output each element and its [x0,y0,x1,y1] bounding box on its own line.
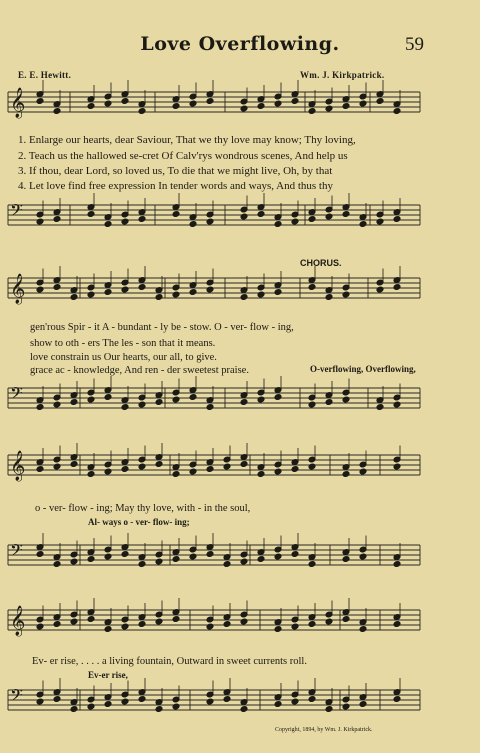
note-head [342,616,350,623]
note-head [87,703,95,710]
note-head [172,211,180,218]
note-head [342,103,350,110]
system2-verse-2: show to oth - ers The les - son that it means. [30,338,216,349]
note-head [342,703,350,710]
bass-clef-icon: 𝄢 [10,685,23,709]
note-head [189,221,197,228]
note-head [155,706,163,713]
note-head [121,286,129,293]
note-head [342,211,350,218]
verse-line-4: 4. Let love find free expression In tender words and ways, And thus thy [18,180,333,192]
note-head [206,404,214,411]
page-number: 59 [405,34,424,55]
note-head [393,284,401,291]
note-head [53,621,61,628]
note-head [291,218,299,225]
note-head [274,701,282,708]
note-head [257,556,265,563]
note-head [308,108,316,115]
note-head [376,404,384,411]
note-head [155,558,163,565]
note-head [376,286,384,293]
note-head [70,294,78,301]
note-head [172,471,180,478]
note-head [172,291,180,298]
note-head [206,98,214,105]
note-head [121,698,129,705]
note-head [87,396,95,403]
note-head [206,551,214,558]
note-head [359,468,367,475]
note-head [240,706,248,713]
note-head [206,466,214,473]
note-head [359,701,367,708]
note-head [138,401,146,408]
note-head [257,103,265,110]
note-head [291,698,299,705]
note-head [206,623,214,630]
system3-alto-text: Al- ways o - ver- flow- ing; [88,517,190,527]
note-head [189,468,197,475]
note-head [172,703,180,710]
note-head [121,404,129,411]
note-head [104,394,112,401]
note-head [325,706,333,713]
note-head [325,105,333,112]
note-head [223,696,231,703]
hymn-title: Love Overflowing. [140,33,340,55]
note-head [36,698,44,705]
note-head [274,394,282,401]
treble-clef-icon: 𝄞 [10,451,26,481]
note-head [53,108,61,115]
note-head [87,103,95,110]
note-head [359,100,367,107]
system4-lyric: Ev- er rise, . . . . a living fountain, Outward in sweet currents roll. [32,656,307,667]
note-head [87,616,95,623]
note-head [359,553,367,560]
note-head [342,396,350,403]
note-head [291,98,299,105]
note-head [138,108,146,115]
note-head [53,401,61,408]
note-head [189,553,197,560]
note-head [121,623,129,630]
note-head [138,284,146,291]
note-head [325,618,333,625]
composer-credit: Wm. J. Kirkpatrick. [300,70,385,80]
note-head [308,621,316,628]
note-head [223,561,231,568]
note-head [393,621,401,628]
note-head [104,626,112,633]
note-head [104,701,112,708]
copyright-notice: Copyright, 1894, by Wm. J. Kirkpatrick. [275,727,373,733]
note-head [325,213,333,220]
note-head [189,394,197,401]
note-head [359,626,367,633]
note-head [291,466,299,473]
note-head [189,100,197,107]
note-head [121,218,129,225]
treble-clef-icon: 𝄞 [10,274,26,304]
note-head [172,556,180,563]
note-head [223,621,231,628]
note-head [240,461,248,468]
note-head [393,561,401,568]
note-head [36,623,44,630]
note-head [104,553,112,560]
note-head [138,216,146,223]
note-head [240,399,248,406]
note-head [70,558,78,565]
note-head [308,216,316,223]
note-head [274,626,282,633]
note-head [104,221,112,228]
note-head [87,471,95,478]
note-head [53,696,61,703]
note-head [240,105,248,112]
verse-line-1: 1. Enlarge our hearts, dear Saviour, That we thy love may know; Thy loving, [18,134,356,146]
note-head [274,553,282,560]
note-head [240,618,248,625]
note-head [274,221,282,228]
note-head [308,401,316,408]
note-head [36,218,44,225]
note-head [189,289,197,296]
system2-verse-4: grace ac - knowledge, And ren - der sweetest praise. [30,365,249,376]
treble-clef-icon: 𝄞 [10,606,26,636]
note-head [342,291,350,298]
note-head [53,216,61,223]
note-head [36,286,44,293]
note-head [138,696,146,703]
note-head [53,284,61,291]
note-head [53,561,61,568]
note-head [70,618,78,625]
note-head [342,471,350,478]
note-head [291,623,299,630]
note-head [138,621,146,628]
note-head [308,561,316,568]
note-head [104,289,112,296]
note-head [342,556,350,563]
note-head [36,551,44,558]
note-head [155,461,163,468]
note-head [36,466,44,473]
note-head [121,98,129,105]
note-head [274,100,282,107]
note-head [138,463,146,470]
note-head [325,399,333,406]
note-head [36,404,44,411]
note-head [240,294,248,301]
system3-lyric: o - ver- flow - ing; May thy love, with - in the soul, [35,503,251,514]
note-head [393,401,401,408]
treble-clef-icon: 𝄞 [10,88,26,118]
note-head [393,463,401,470]
note-head [70,706,78,713]
note-head [240,558,248,565]
note-head [172,396,180,403]
note-head [70,461,78,468]
note-head [223,463,231,470]
note-head [257,471,265,478]
note-head [104,100,112,107]
note-head [87,556,95,563]
note-head [206,286,214,293]
note-head [206,698,214,705]
note-head [121,466,129,473]
note-head [104,468,112,475]
note-head [393,696,401,703]
chorus-label: CHORUS. [300,258,342,268]
note-head [172,616,180,623]
note-head [87,291,95,298]
note-head [359,221,367,228]
note-head [155,399,163,406]
note-head [376,218,384,225]
note-head [291,551,299,558]
system2-verse-1: gen'rous Spir - it A - bundant - ly be - stow. O - ver- flow - ing, [30,322,294,333]
bass-clef-icon: 𝄢 [10,383,23,407]
note-head [308,284,316,291]
note-head [206,218,214,225]
note-head [325,294,333,301]
bass-clef-icon: 𝄢 [10,540,23,564]
note-head [376,98,384,105]
note-head [274,468,282,475]
system2-bass-text: O-verflowing, Overflowing, [310,364,416,374]
note-head [257,211,265,218]
note-head [53,463,61,470]
note-head [240,213,248,220]
note-head [257,291,265,298]
note-head [393,108,401,115]
note-head [155,618,163,625]
lyricist-credit: E. E. Hewitt. [18,70,72,80]
note-head [121,551,129,558]
note-head [36,98,44,105]
system2-verse-3: love constrain us Our hearts, our all, to give. [30,352,217,363]
note-head [172,103,180,110]
note-head [257,396,265,403]
note-head [70,399,78,406]
note-head [308,463,316,470]
bass-clef-icon: 𝄢 [10,200,23,224]
note-head [393,216,401,223]
verse-line-3: 3. If thou, dear Lord, so loved us, To die that we might live, Oh, by that [18,165,333,177]
note-head [155,294,163,301]
note-head [274,289,282,296]
note-head [87,211,95,218]
verse-line-2: 2. Teach us the hallowed se-cret Of Calv'rys wondrous scenes, And help us [18,150,348,162]
note-head [138,561,146,568]
note-head [308,696,316,703]
system4-alto-text: Ev-er rise, [88,670,128,680]
